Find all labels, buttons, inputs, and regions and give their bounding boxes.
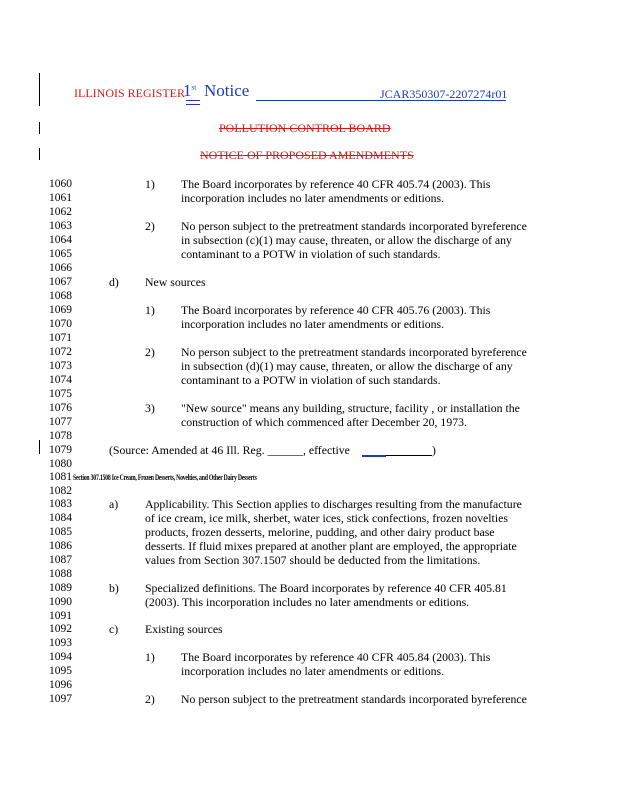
change-bar: [39, 148, 40, 160]
board-title: POLLUTION CONTROL BOARD: [219, 121, 391, 135]
item-marker: 2): [145, 345, 155, 359]
blue-underline: [362, 455, 386, 457]
line-number: 1095: [49, 665, 72, 677]
line-number: 1062: [49, 206, 72, 218]
paragraph-line: construction of which commenced after December 20, 1973.: [181, 415, 467, 429]
paragraph-line: The Board incorporates by reference 40 CFR 405.84 (2003). This: [181, 650, 491, 664]
line-number: 1070: [49, 318, 72, 330]
paragraph-line: No person subject to the pretreatment standards incorporated byreference: [181, 345, 527, 359]
line-number: 1080: [49, 458, 72, 470]
line-number: 1097: [49, 693, 72, 705]
line-number: 1073: [49, 360, 72, 372]
subsection-marker: b): [109, 581, 119, 595]
paragraph-line: The Board incorporates by reference 40 CFR 405.76 (2003). This: [181, 303, 491, 317]
change-bar: [39, 73, 40, 106]
line-number: 1065: [49, 248, 72, 260]
line-number: 1079: [49, 444, 72, 456]
change-bar: [39, 440, 40, 454]
paragraph-line: contaminant to a POTW in violation of such standards.: [181, 373, 441, 387]
item-marker: 1): [145, 650, 155, 664]
source-close: ): [432, 443, 436, 457]
paragraph-line: in subsection (c)(1) may cause, threaten, or allow the discharge of any: [181, 233, 512, 247]
line-number: 1085: [49, 526, 72, 538]
line-number: 1094: [49, 651, 72, 663]
subsection-marker: c): [109, 622, 119, 636]
line-number: 1074: [49, 374, 72, 386]
line-number: 1071: [49, 332, 72, 344]
notice-label: Notice: [204, 81, 250, 100]
line-number: 1067: [49, 276, 72, 288]
line-number: 1076: [49, 402, 72, 414]
double-underline: [186, 104, 200, 105]
paragraph-line: incorporation includes no later amendments or editions.: [181, 317, 445, 331]
line-number: 1060: [49, 178, 72, 190]
line-number: 1083: [49, 498, 72, 510]
line-number: 1088: [49, 568, 72, 580]
paragraph-line: desserts. If fluid mixes prepared at another plant are employed, the appropriate: [145, 539, 517, 553]
line-number: 1069: [49, 304, 72, 316]
line-number: 1061: [49, 192, 72, 204]
line-number: 1075: [49, 388, 72, 400]
paragraph-line: incorporation includes no later amendments or editions.: [181, 191, 445, 205]
paragraph-line: "New source" means any building, structure, facility , or installation the: [181, 401, 520, 415]
paragraph-line: values from Section 307.1507 should be deducted from the limitations.: [145, 553, 481, 567]
subsection-marker: d): [109, 275, 119, 289]
line-number: 1072: [49, 346, 72, 358]
line-number: 1082: [49, 485, 72, 497]
line-number: 1066: [49, 262, 72, 274]
line-number: 1084: [49, 512, 72, 524]
line-number: 1078: [49, 430, 72, 442]
line-number: 1092: [49, 623, 72, 635]
paragraph-line: contaminant to a POTW in violation of such standards.: [181, 247, 441, 261]
line-number: 1081: [49, 471, 72, 483]
black-underline: [386, 455, 432, 456]
section-heading: Section 307.1508 Ice Cream, Frozen Desserts, Novelties, and Other Dairy Desserts: [73, 473, 257, 482]
doc-id: JCAR350307-2207274r01: [380, 87, 508, 101]
page-number: [183, 81, 196, 101]
item-marker: 1): [145, 303, 155, 317]
line-number: 1090: [49, 596, 72, 608]
item-marker: 2): [145, 692, 155, 706]
paragraph-line: Specialized definitions. The Board incorporates by reference 40 CFR 405.81: [145, 581, 507, 595]
item-marker: 2): [145, 219, 155, 233]
line-number: 1087: [49, 554, 72, 566]
change-bar: [39, 122, 40, 134]
paragraph-line: No person subject to the pretreatment standards incorporated byreference: [181, 219, 527, 233]
source-note: (Source: Amended at 46 Ill. Reg. ______, effective: [109, 443, 350, 457]
page-sup: st: [191, 83, 197, 92]
register-label: ILLINOIS REGISTER: [74, 86, 185, 100]
line-number: 1091: [49, 610, 72, 622]
notice-title: NOTICE OF PROPOSED AMENDMENTS: [200, 148, 414, 162]
paragraph-line: incorporation includes no later amendments or editions.: [181, 664, 445, 678]
line-number: 1064: [49, 234, 72, 246]
line-number: 1077: [49, 416, 72, 428]
subsection-heading: Existing sources: [145, 622, 223, 636]
line-number: 1086: [49, 540, 72, 552]
line-number: 1096: [49, 679, 72, 691]
item-marker: 3): [145, 401, 155, 415]
item-marker: 1): [145, 177, 155, 191]
paragraph-line: products, frozen desserts, melorine, pudding, and other dairy product base: [145, 525, 495, 539]
line-number: 1089: [49, 582, 72, 594]
paragraph-line: (2003). This incorporation includes no later amendments or editions.: [145, 595, 470, 609]
line-number: 1063: [49, 220, 72, 232]
line-number: 1093: [49, 637, 72, 649]
paragraph-line: Applicability. This Section applies to discharges resulting from the manufacture: [145, 497, 522, 511]
double-underline: [186, 100, 200, 101]
paragraph-line: in subsection (d)(1) may cause, threaten, or allow the discharge of any: [181, 359, 513, 373]
line-number: 1068: [49, 290, 72, 302]
paragraph-line: No person subject to the pretreatment standards incorporated byreference: [181, 692, 527, 706]
paragraph-line: of ice cream, ice milk, sherbet, water ices, stick confections, frozen novelties: [145, 511, 508, 525]
subsection-heading: New sources: [145, 275, 206, 289]
subsection-marker: a): [109, 497, 119, 511]
page-num: 1: [183, 81, 192, 100]
paragraph-line: The Board incorporates by reference 40 CFR 405.74 (2003). This: [181, 177, 491, 191]
